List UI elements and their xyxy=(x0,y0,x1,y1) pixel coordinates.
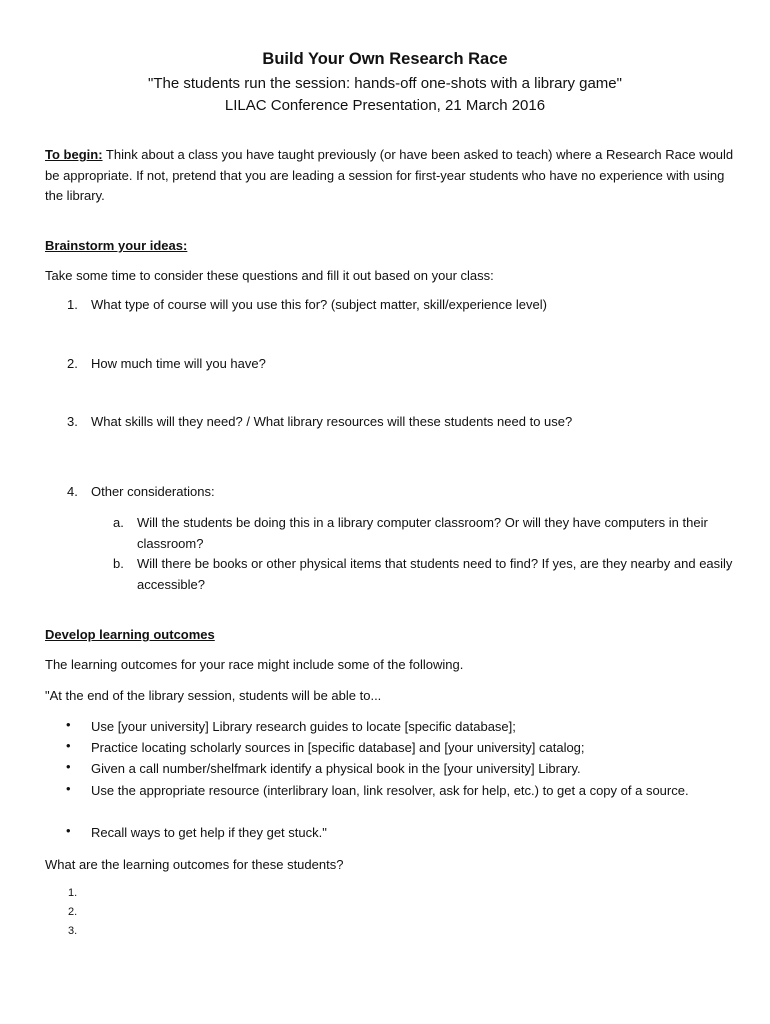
subquestion-letter: b. xyxy=(113,556,124,571)
question-number: 3. xyxy=(67,414,78,429)
subquestion-text: Will there be books or other physical items that students need to find? If yes, are they nearby and easily accessible? xyxy=(137,556,733,592)
bullet-icon: • xyxy=(66,717,71,732)
brainstorm-instruction: Take some time to consider these questions and fill it out based on your class: xyxy=(45,268,494,283)
question-number: 4. xyxy=(67,484,78,499)
intro-paragraph xyxy=(45,145,735,207)
conference-line: LILAC Conference Presentation, 21 March 2016 xyxy=(224,97,546,114)
outcomes-heading: Develop learning outcomes xyxy=(45,627,215,642)
question-number: 2. xyxy=(67,356,78,371)
outcomes-lead: "At the end of the library session, students will be able to... xyxy=(45,688,382,703)
subquestion-letter: a. xyxy=(113,515,124,530)
outcome-item: Use the appropriate resource (interlibrary loan, link resolver, ask for help, etc.) to get a copy of a source. xyxy=(91,783,689,798)
blank-item-number: 3. xyxy=(68,925,78,937)
bullet-icon: • xyxy=(66,738,71,753)
brainstorm-heading: Brainstorm your ideas: xyxy=(45,238,188,253)
question-text: What skills will they need? / What library resources will these students need to use? xyxy=(91,414,573,429)
document-title: Build Your Own Research Race xyxy=(262,50,508,68)
question-text: What type of course will you use this for? (subject matter, skill/experience level) xyxy=(91,297,547,312)
outcomes-intro: The learning outcomes for your race might include some of the following. xyxy=(45,657,464,672)
bullet-icon: • xyxy=(66,823,71,838)
outcome-item: Practice locating scholarly sources in [specific database] and [your university] catalog; xyxy=(91,740,585,755)
question-text: Other considerations: xyxy=(91,484,215,499)
question-number: 1. xyxy=(67,297,78,312)
blank-item-number: 1. xyxy=(68,887,78,899)
intro-label: To begin: xyxy=(45,147,103,162)
intro-text: Think about a class you have taught previously (or have been asked to teach) where a Research Race would be appropriate. If not, pretend that you are leading a session for first-year students who have no experience with using the library. xyxy=(45,147,734,203)
blank-item-number: 2. xyxy=(68,906,78,918)
outcome-item: Recall ways to get help if they get stuck." xyxy=(91,825,327,840)
subquestion-text: Will the students be doing this in a library computer classroom? Or will they have computers in their classroom? xyxy=(137,515,708,551)
bullet-icon: • xyxy=(66,759,71,774)
outcome-item: Given a call number/shelfmark identify a physical book in the [your university] Library. xyxy=(91,761,581,776)
document-subtitle: "The students run the session: hands-off one-shots with a library game" xyxy=(148,75,622,92)
bullet-icon: • xyxy=(66,781,71,796)
question-text: How much time will you have? xyxy=(91,356,266,371)
outcome-item: Use [your university] Library research guides to locate [specific database]; xyxy=(91,719,516,734)
outcomes-question: What are the learning outcomes for these students? xyxy=(45,857,344,872)
